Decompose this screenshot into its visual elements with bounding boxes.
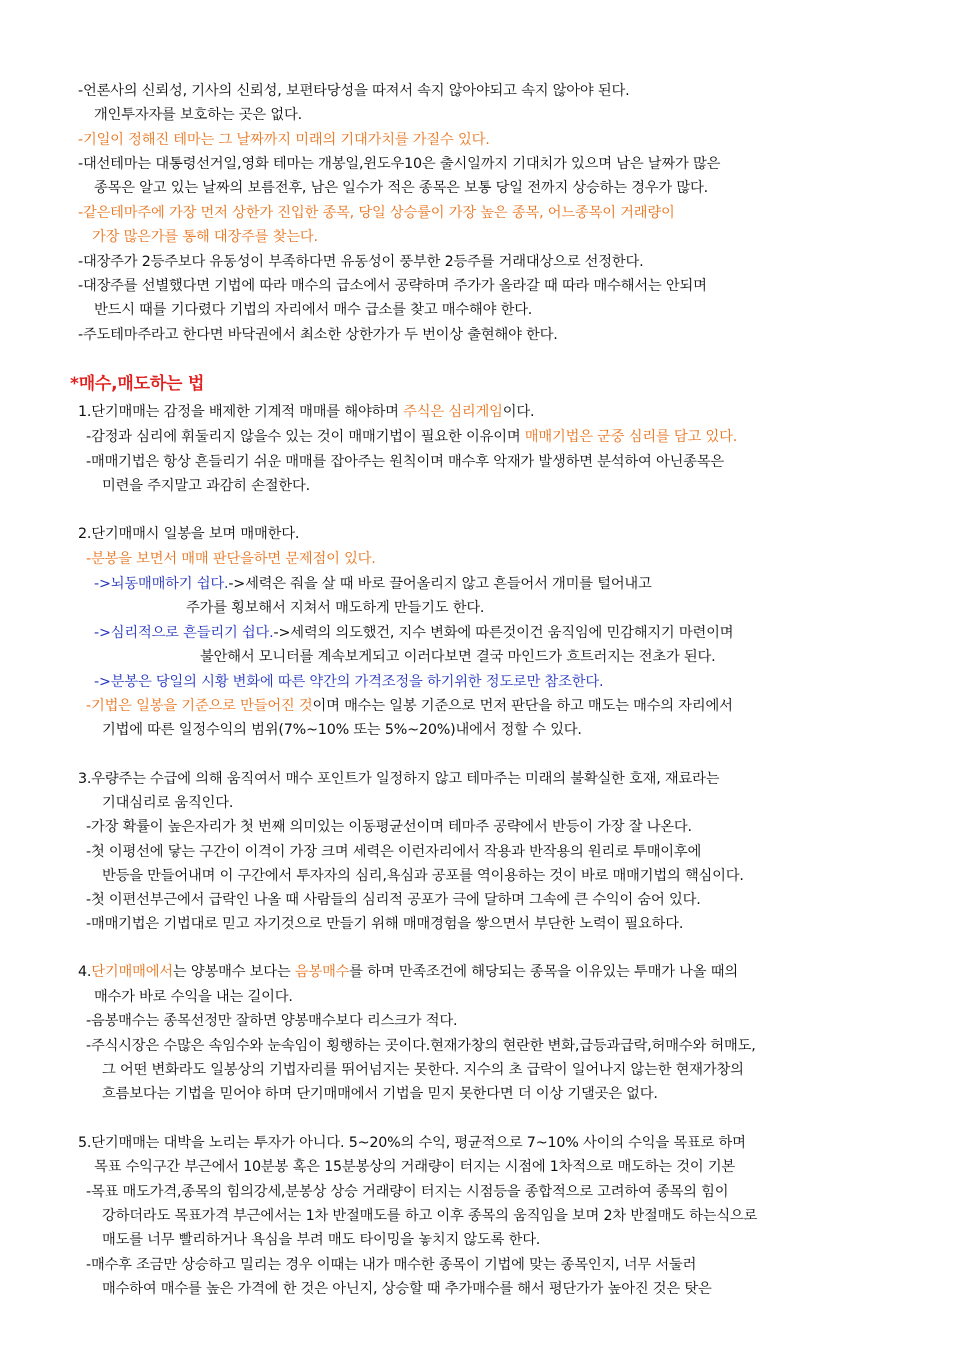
- text-span: 흐름보다는 기법을 믿어야 하며 단기매매에서 기법을 믿지 못한다면 더 이상 기댈곳은 없다.: [102, 1086, 658, 1102]
- text-span: 미련을 주지말고 과감히 손절한다.: [102, 478, 310, 494]
- text-line: [94, 300, 532, 320]
- highlighted-text: -같은테마주에 가장 먼저 상한가 진입한 종목, 당일 상승률이 가장 높은 종목, 어느종목이 거래량이: [78, 205, 675, 221]
- text-line: [86, 914, 683, 934]
- text-span: 5.단기매매는 대박을 노리는 투자가 아니다. 5~20%의 수익, 평균적으로 7~10% 사이의 수익을 목표로 하며: [78, 1135, 746, 1151]
- text-span: 강하더라도 목표가격 부근에서는 1차 반절매도를 하고 이후 종목의 움직임을 보며 2차 반절매도 하는식으로: [102, 1208, 758, 1224]
- text-span: 반드시 때를 기다렸다 기법의 자리에서 매수 급소를 찾고 매수해야 한다.: [94, 302, 533, 318]
- text-line: [92, 227, 318, 247]
- text-line: [102, 1230, 540, 1250]
- text-span: 2.단기매매시 일봉을 보며 매매한다.: [78, 526, 300, 542]
- text-span: -매매기법은 항상 흔들리기 쉬운 매매를 잡아주는 원칙이며 매수후 악재가 발생하면 분석하여 아닌종목은: [86, 454, 725, 470]
- text-line: [78, 524, 299, 544]
- text-span: 3.우량주는 수급에 의해 움직여서 매수 포인트가 일정하지 않고 테마주는 미래의 불확실한 호재, 재료라는: [78, 771, 720, 787]
- text-span: -가장 확률이 높은자리가 첫 번째 의미있는 이동평균선이며 테마주 공략에서 반등이 가장 잘 나온다.: [86, 819, 692, 835]
- text-line: [86, 817, 692, 837]
- text-line: [94, 574, 652, 594]
- text-line: [94, 672, 603, 692]
- text-line: [94, 178, 708, 198]
- text-line: [102, 793, 233, 813]
- highlighted-text: -기법은 일봉을 기준으로 만들어진 것: [86, 698, 313, 714]
- text-line: [78, 130, 490, 150]
- text-span: -목표 매도가격,종목의 힘의강세,분봉상 상승 거래량이 터지는 시점등을 종합적으로 고려하여 종목의 힘이: [86, 1184, 729, 1200]
- text-line: [86, 1036, 756, 1056]
- text-span: 반등을 만들어내며 이 구간에서 투자자의 심리,욕심과 공포를 역이용하는 것이 바로 매매기법의 핵심이다.: [102, 868, 744, 884]
- text-line: [102, 1060, 744, 1080]
- text-span: 목표 수익구간 부근에서 10분봉 혹은 15분봉상의 거래량이 터지는 시점에 1차적으로 매도하는 것이 기본: [94, 1159, 736, 1175]
- section-heading: [70, 374, 204, 394]
- text-span: 기법에 따른 일정수익의 범위(7%~10% 또는 5%~20%)내에서 정할 수 있다.: [102, 722, 582, 738]
- text-span: 1.단기매매는 감정을 배제한 기계적 매매를 해야하며: [78, 404, 404, 420]
- text-line: [78, 276, 707, 296]
- highlighted-text: ->분봉은 당일의 시황 변화에 따른 약간의 가격조정을 하기위한 정도로만 참조한다.: [94, 674, 604, 690]
- text-span: -대장주가 2등주보다 유동성이 부족하다면 유동성이 풍부한 2등주를 거래대상으로 선정한다.: [78, 254, 644, 270]
- highlighted-text: ->뇌동매매하기 쉽다.: [94, 576, 229, 592]
- text-line: [86, 890, 701, 910]
- text-span: 매도를 너무 빨리하거나 욕심을 부려 매도 타이밍을 놓치지 않도록 한다.: [102, 1232, 541, 1248]
- text-line: [86, 842, 701, 862]
- text-line: [78, 252, 643, 272]
- text-line: [102, 1206, 757, 1226]
- text-span: ->세력의 의도했건, 지수 변화에 따른것이건 움직임에 민감해지기 마련이며: [273, 625, 734, 641]
- highlighted-text: 주식은 심리게임: [403, 404, 503, 420]
- text-line: [102, 720, 582, 740]
- text-span: 기대심리로 움직인다.: [102, 795, 234, 811]
- text-line: [94, 623, 733, 643]
- text-line: [86, 1182, 728, 1202]
- text-line: [86, 696, 733, 716]
- text-span: 매수가 바로 수익을 내는 길이다.: [94, 989, 293, 1005]
- text-span: -주식시장은 수많은 속임수와 눈속임이 횡행하는 곳이다.현재가창의 현란한 변화,급등과급락,허매수와 허매도,: [86, 1038, 756, 1054]
- text-line: [102, 1084, 658, 1104]
- text-line: [78, 402, 534, 422]
- text-span: -대선테마는 대통령선거일,영화 테마는 개봉일,윈도우10은 출시일까지 기대치가 있으며 남은 날짜가 많은: [78, 156, 721, 172]
- text-line: [102, 866, 744, 886]
- text-line: [102, 476, 310, 496]
- text-span: 4.: [78, 964, 92, 980]
- text-span: 종목은 알고 있는 날짜의 보름전후, 남은 일수가 적은 종목은 보통 당일 전까지 상승하는 경우가 많다.: [94, 180, 708, 196]
- text-span: 개인투자자를 보호하는 곳은 없다.: [94, 107, 302, 123]
- text-span: -첫 이편선부근에서 급락인 나올 때 사람들의 심리적 공포가 극에 달하며 그속에 큰 수익이 숨어 있다.: [86, 892, 701, 908]
- text-line: [102, 1279, 712, 1299]
- text-line: [78, 81, 629, 101]
- text-line: [94, 105, 302, 125]
- text-span: -첫 이평선에 닿는 구간이 이격이 가장 크며 세력은 이런자리에서 작용과 반작용의 원리로 투매이후에: [86, 844, 702, 860]
- text-line: [86, 1255, 696, 1275]
- text-span: *매수,매도하는 법: [70, 374, 205, 394]
- text-line: [78, 154, 720, 174]
- text-line: [78, 1133, 746, 1153]
- text-span: 불안해서 모니터를 계속보게되고 이러다보면 결국 마인드가 흐트러지는 전초가 된다.: [200, 649, 716, 665]
- text-span: -언론사의 신뢰성, 기사의 신뢰성, 보편타당성을 따져서 속지 않아야되고 속지 않아야 된다.: [78, 83, 630, 99]
- text-line: [86, 549, 376, 569]
- text-line: [86, 427, 737, 447]
- text-line: [94, 1157, 735, 1177]
- text-span: 매수하여 매수를 높은 가격에 한 것은 아닌지, 상승할 때 추가매수를 해서 평단가가 높아진 것은 탓은: [102, 1281, 712, 1297]
- text-span: 그 어떤 변화라도 일봉상의 기법자리를 뛰어넘지는 못한다. 지수의 초 급락이 일어나지 않는한 현재가창의: [102, 1062, 744, 1078]
- text-span: -음봉매수는 종목선정만 잘하면 양봉매수보다 리스크가 적다.: [86, 1013, 458, 1029]
- text-span: ->세력은 줘을 살 때 바로 끌어올리지 않고 흔들어서 개미를 털어내고: [228, 576, 652, 592]
- text-span: 주가를 횡보해서 지쳐서 매도하게 만들기도 한다.: [186, 600, 485, 616]
- text-span: 를 하며 만족조건에 해당되는 종목을 이유있는 투매가 나올 때의: [349, 964, 738, 980]
- text-line: [78, 962, 738, 982]
- highlighted-text: 단기매매에서: [91, 964, 173, 980]
- text-line: [200, 647, 715, 667]
- highlighted-text: -기일이 정해진 테마는 그 날짜까지 미래의 기대가치를 가질수 있다.: [78, 132, 490, 148]
- highlighted-text: 매매기법은 군중 심리를 담고 있다.: [524, 429, 738, 445]
- text-line: [78, 203, 675, 223]
- highlighted-text: -분봉을 보면서 매매 판단을하면 문제점이 있다.: [86, 551, 376, 567]
- text-span: 는 양봉매수 보다는: [172, 964, 295, 980]
- text-span: -감정과 심리에 휘둘리지 않을수 있는 것이 매매기법이 필요한 이유이며: [86, 429, 525, 445]
- text-line: [186, 598, 484, 618]
- text-line: [86, 1011, 457, 1031]
- text-line: [78, 325, 558, 345]
- text-line: [86, 452, 724, 472]
- text-span: -매매기법은 기법대로 믿고 자기것으로 만들기 위해 매매경험을 쌓으면서 부단한 노력이 필요하다.: [86, 916, 684, 932]
- highlighted-text: 가장 많은가를 통해 대장주를 찾는다.: [92, 229, 318, 245]
- text-line: [78, 769, 719, 789]
- highlighted-text: 음봉매수: [294, 964, 350, 980]
- text-line: [94, 987, 293, 1007]
- highlighted-text: ->심리적으로 흔들리기 쉽다.: [94, 625, 274, 641]
- text-span: 이며 매수는 일봉 기준으로 먼저 판단을 하고 매도는 매수의 자리에서: [312, 698, 733, 714]
- text-span: -대장주를 선별했다면 기법에 따라 매수의 급소에서 공략하며 주가가 올라갈 때 따라 매수해서는 안되며: [78, 278, 707, 294]
- text-span: 이다.: [502, 404, 535, 420]
- text-span: -주도테마주라고 한다면 바닥권에서 최소한 상한가가 두 번이상 출현해야 한다.: [78, 327, 558, 343]
- text-span: -매수후 조금만 상승하고 밀리는 경우 이때는 내가 매수한 종목이 기법에 맞는 종목인지, 너무 서둘러: [86, 1257, 697, 1273]
